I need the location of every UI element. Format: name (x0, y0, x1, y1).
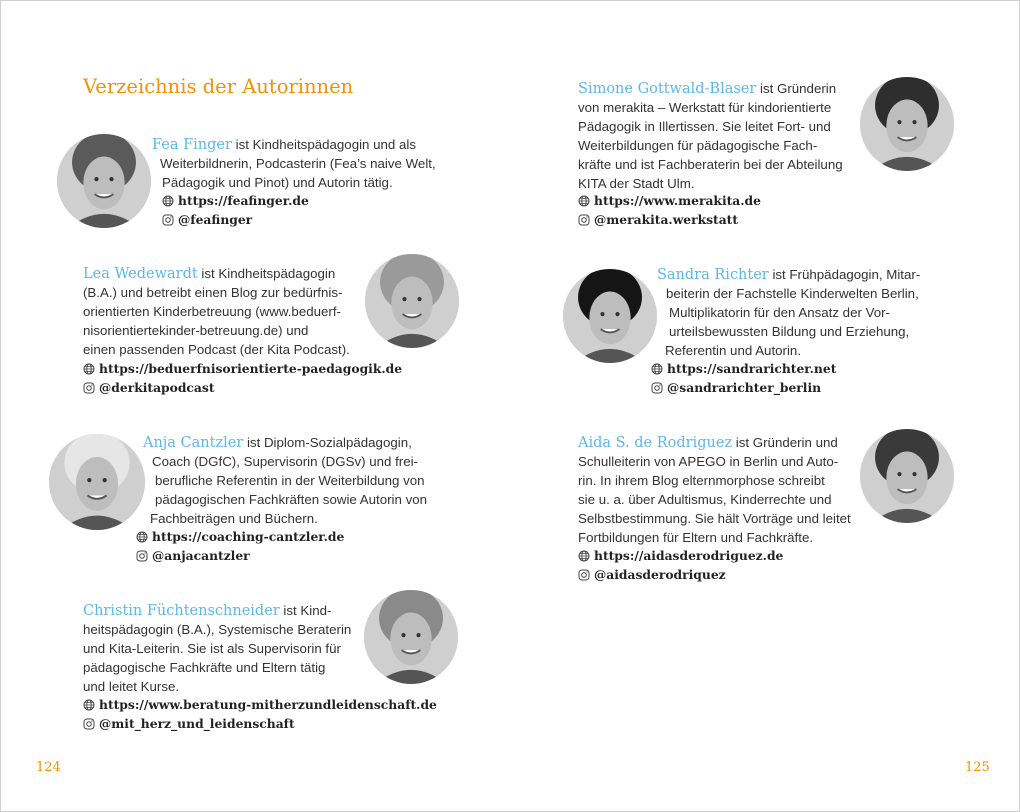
author-bio-text: ist Kindheitspädagogin und als (231, 137, 417, 152)
globe-icon (578, 193, 590, 205)
author-bio-line: Fachbeiträgen und Büchern. (150, 511, 318, 526)
author-instagram-handle-row (578, 210, 738, 229)
instagram-icon (83, 380, 95, 392)
author-bio-line: beiterin der Fachstelle Kinderwelten Berlin, (666, 286, 919, 301)
author-website-link[interactable]: https://sandrarichter.net (667, 361, 837, 376)
globe-icon (578, 548, 590, 560)
author-photo (57, 134, 151, 228)
author-bio-line: urteilsbewussten Bildung und Erziehung, (669, 324, 910, 339)
author-instagram-handle[interactable]: @aidasderodriquez (594, 567, 726, 582)
author-bio-line: KITA der Stadt Ulm. (578, 176, 695, 191)
author-bio-line: und leitet Kurse. (83, 679, 180, 694)
globe-icon (651, 361, 663, 373)
author-bio-line: kräfte und ist Fachberaterin bei der Abteilung (578, 157, 843, 172)
author-bio-line: Referentin und Autorin. (665, 343, 802, 358)
author-bio-line: pädagogischen Fachkräften sowie Autorin von (155, 492, 428, 507)
author-bio-text: ist Gründerin (756, 81, 837, 96)
author-bio-line: Schulleiterin von APEGO in Berlin und Auto- (578, 454, 839, 469)
author-name: Aida S. de Rodriguez (578, 435, 733, 451)
author-bio-line: und Kita-Leiterin. Sie ist als Supervisorin für (83, 641, 341, 656)
page-number-right: 125 (965, 760, 990, 775)
author-intro-line (143, 433, 412, 452)
author-intro-line (578, 79, 836, 98)
author-website-link-row (162, 191, 309, 210)
author-website-link-row (651, 359, 836, 378)
author-instagram-handle-row (83, 714, 295, 733)
author-bio-line: berufliche Referentin in der Weiterbildung von (155, 473, 425, 488)
author-website-link[interactable]: https://www.merakita.de (594, 193, 761, 208)
author-name: Christin Füchtenschneider (83, 603, 280, 619)
author-instagram-handle[interactable]: @mit_herz_und_leidenschaft (99, 716, 295, 731)
author-name: Fea Finger (152, 137, 232, 153)
author-instagram-handle[interactable]: @anjacantzler (152, 548, 250, 563)
author-intro-line (152, 135, 416, 154)
author-website-link[interactable]: https://aidasderodriguez.de (594, 548, 784, 563)
author-name: Anja Cantzler (143, 435, 244, 451)
instagram-icon (578, 212, 590, 224)
author-website-link[interactable]: https://www.beratung-mitherzundleidenschaft.de (99, 697, 437, 712)
author-bio-line: pädagogische Fachkräfte und Eltern tätig (83, 660, 326, 675)
author-bio-text: ist Kindheitspädagogin (197, 266, 336, 281)
author-website-link[interactable]: https://feafinger.de (178, 193, 309, 208)
author-instagram-handle-row (578, 565, 726, 584)
author-name: Simone Gottwald-Blaser (578, 81, 757, 97)
author-website-link-row (83, 359, 402, 378)
author-bio-text: ist Frühpädagogin, Mitar- (768, 267, 921, 282)
instagram-icon (651, 380, 663, 392)
author-bio-line: Fortbildungen für Eltern und Fachkräfte. (578, 530, 814, 545)
author-bio-line: Weiterbildnerin, Podcasterin (Fea’s naive Welt, (160, 156, 436, 171)
globe-icon (136, 529, 148, 541)
author-bio-text: ist Gründerin und (732, 435, 838, 450)
instagram-icon (162, 212, 174, 224)
author-photo (49, 434, 145, 530)
author-website-link-row (578, 191, 761, 210)
instagram-icon (83, 716, 95, 728)
author-intro-line (83, 264, 335, 283)
author-name: Lea Wedewardt (83, 266, 198, 282)
globe-icon (83, 361, 95, 373)
author-bio-line: Coach (DGfC), Supervisorin (DGSv) und frei- (152, 454, 419, 469)
page-number-left: 124 (36, 760, 61, 775)
author-bio-text: ist Kind- (279, 603, 332, 618)
author-instagram-handle[interactable]: @derkitapodcast (99, 380, 215, 395)
author-bio-line: Multiplikatorin für den Ansatz der Vor- (669, 305, 890, 320)
author-bio-line: heitspädagogin (B.A.), Systemische Beraterin (83, 622, 352, 637)
author-instagram-handle[interactable]: @merakita.werkstatt (594, 212, 739, 227)
author-bio-line: nisorientiertekinder-betreuung.de) und (83, 323, 309, 338)
page-title: Verzeichnis der Autorinnen (83, 75, 354, 98)
author-instagram-handle-row (83, 378, 215, 397)
author-bio-line: (B.A.) und betreibt einen Blog zur bedürfnis- (83, 285, 343, 300)
author-website-link-row (83, 695, 437, 714)
author-bio-line: rin. In ihrem Blog elternmorphose schreibt (578, 473, 825, 488)
author-instagram-handle-row (162, 210, 252, 229)
author-name: Sandra Richter (657, 267, 769, 283)
author-instagram-handle-row (651, 378, 821, 397)
author-instagram-handle-row (136, 546, 250, 565)
author-photo (365, 254, 459, 348)
author-website-link[interactable]: https://beduerfnisorientierte-paedagogik.de (99, 361, 403, 376)
author-website-link-row (578, 546, 783, 565)
author-intro-line (578, 433, 838, 452)
author-instagram-handle[interactable]: @sandrarichter_berlin (667, 380, 822, 395)
author-bio-line: Weiterbildungen für pädagogische Fach- (578, 138, 818, 153)
author-bio-line: sie u. a. über Adultismus, Kinderrechte und (578, 492, 832, 507)
author-intro-line (657, 265, 920, 284)
author-bio-text: ist Diplom-Sozialpädagogin, (243, 435, 412, 450)
author-website-link[interactable]: https://coaching-cantzler.de (152, 529, 345, 544)
globe-icon (83, 697, 95, 709)
instagram-icon (578, 567, 590, 579)
author-intro-line (83, 601, 331, 620)
globe-icon (162, 193, 174, 205)
author-website-link-row (136, 527, 344, 546)
author-instagram-handle[interactable]: @feafinger (178, 212, 253, 227)
author-photo (860, 429, 954, 523)
author-photo (364, 590, 458, 684)
author-bio-line: orientierten Kinderbetreuung (www.beduerf- (83, 304, 341, 319)
author-bio-line: einen passenden Podcast (der Kita Podcast). (83, 342, 350, 357)
author-bio-line: Selbstbestimmung. Sie hält Vorträge und leitet (578, 511, 851, 526)
author-bio-line: Pädagogik in Illertissen. Sie leitet Fort- und (578, 119, 831, 134)
author-photo (860, 77, 954, 171)
author-bio-line: Pädagogik und Pinot) und Autorin tätig. (162, 175, 393, 190)
author-photo (563, 269, 657, 363)
instagram-icon (136, 548, 148, 560)
author-bio-line: von merakita – Werkstatt für kindorientierte (578, 100, 832, 115)
